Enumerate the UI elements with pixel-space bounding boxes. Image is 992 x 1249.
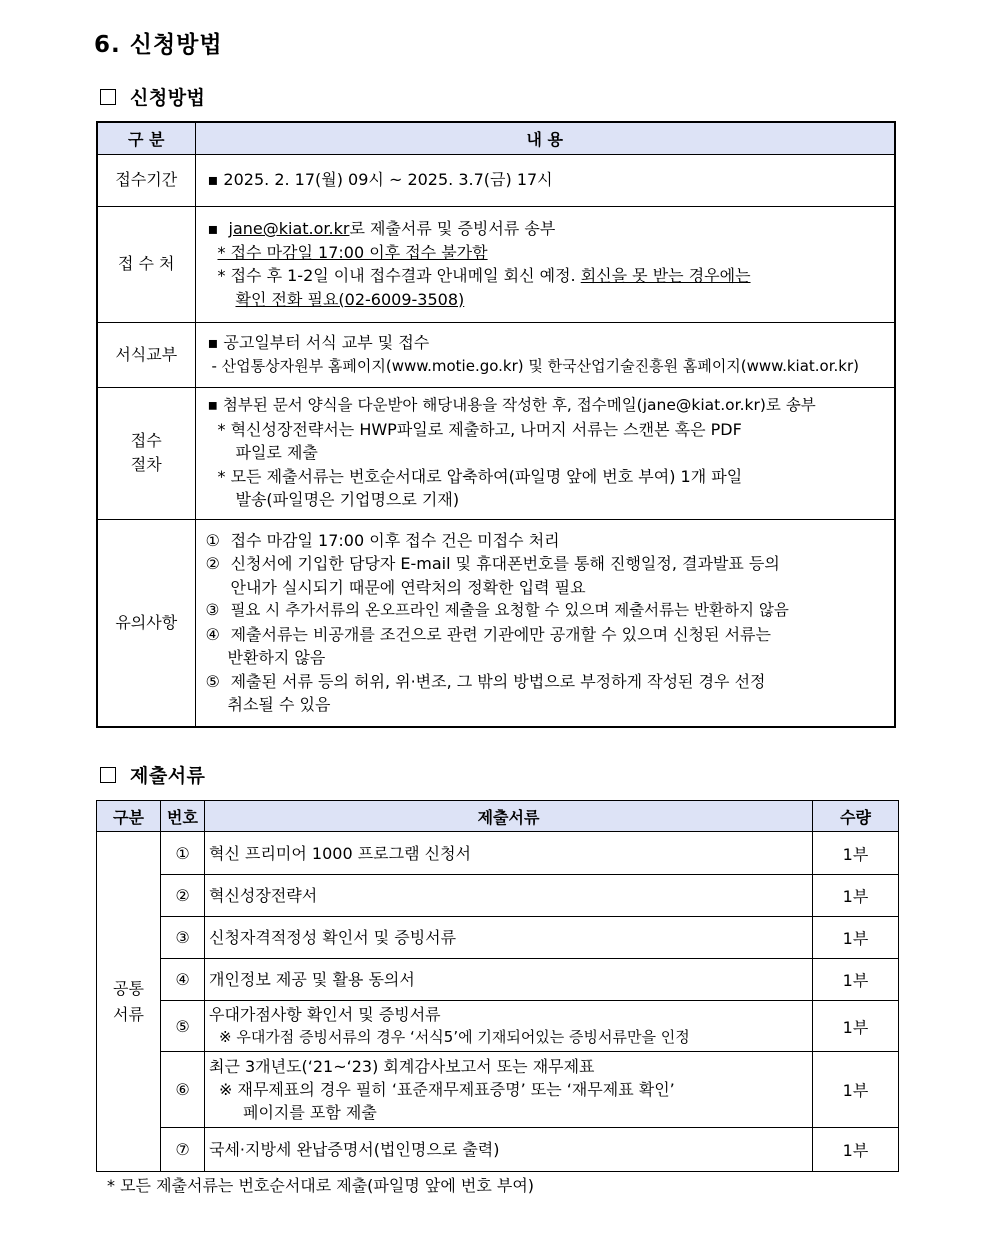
document-note: ※ 우대가점 증빙서류의 경우 ‘서식5’에 기재되어있는 증빙서류만을 인정 xyxy=(219,1028,690,1046)
table-row: ② 혁신성장전략서 1부 xyxy=(97,875,899,917)
email-link[interactable]: jane@kiat.or.kr xyxy=(228,219,350,238)
document-note: ※ 재무제표의 경우 필히 ‘표준재무제표증명’ 또는 ‘재무제표 확인’ xyxy=(219,1080,675,1099)
note-item: ③ 필요 시 추가서류의 온오프라인 제출을 요청할 수 있으며 제출서류는 반환하지 않음 xyxy=(205,601,789,620)
note-item: ① 접수 마감일 17:00 이후 접수 건은 미접수 처리 xyxy=(205,530,560,550)
document-name: 우대가점사항 확인서 및 증빙서류 ※ 우대가점 증빙서류의 경우 ‘서식5’에 기재되어있는 증빙서류만을 인정 xyxy=(205,1001,813,1052)
checkbox-square-icon xyxy=(100,767,116,783)
note-item-cont: 취소될 수 있음 xyxy=(227,695,331,715)
document-name: 개인정보 제공 및 활용 동의서 xyxy=(205,959,813,1001)
row-label: 유의사항 xyxy=(97,519,195,727)
document-name: 국세·지방세 완납증명서(법인명으로 출력) xyxy=(205,1128,813,1172)
document-note: 페이지를 포함 제출 xyxy=(243,1103,377,1122)
page-title: 6. 신청방법 xyxy=(94,32,223,58)
note-item: ② 신청서에 기입한 담당자 E-mail 및 휴대폰번호를 통해 진행일정, 결과발표 등의 xyxy=(205,554,780,574)
document-qty: 1부 xyxy=(813,1052,899,1128)
document-name: 혁신 프리미어 1000 프로그램 신청서 xyxy=(205,832,813,875)
checkbox-square-icon xyxy=(100,89,116,105)
note-item: ④ 제출서류는 비공개를 조건으로 관련 기관에만 공개할 수 있으며 신청된 서류는 xyxy=(205,624,771,644)
destination-note: 확인 전화 필요(02-6009-3508) xyxy=(235,289,465,309)
document-name: 혁신성장전략서 xyxy=(205,875,813,917)
column-header-quantity: 수량 xyxy=(813,801,899,832)
table-row: ⑤ 우대가점사항 확인서 및 증빙서류 ※ 우대가점 증빙서류의 경우 ‘서식5’에 기재되어있는 증빙서류만을 인정 1부 xyxy=(97,1001,899,1052)
row-notes xyxy=(97,519,895,727)
table-row: ⑦ 국세·지방세 완납증명서(법인명으로 출력) 1부 xyxy=(97,1128,899,1172)
column-header-category: 구 분 xyxy=(97,122,195,154)
row-label: 서식교부 xyxy=(97,322,195,387)
row-forms xyxy=(97,322,895,387)
row-procedure xyxy=(97,387,895,519)
document-qty: 1부 xyxy=(813,832,899,875)
table-row: ③ 신청자격적정성 확인서 및 증빙서류 1부 xyxy=(97,917,899,959)
destination-line: ▪ jane@kiat.or.kr로 제출서류 및 증빙서류 송부 xyxy=(207,219,556,238)
table-row: ④ 개인정보 제공 및 활용 동의서 1부 xyxy=(97,959,899,1001)
forms-sites: - 산업통상자원부 홈페이지(www.motie.go.kr) 및 한국산업기술진흥원 홈페이지(www.kiat.or.kr) xyxy=(211,356,859,375)
document-qty: 1부 xyxy=(813,959,899,1001)
row-destination xyxy=(97,206,895,322)
procedure-note: 파일로 제출 xyxy=(235,443,318,463)
column-header-content: 내 용 xyxy=(195,122,895,154)
document-qty: 1부 xyxy=(813,1001,899,1052)
destination-note: * 접수 마감일 17:00 이후 접수 불가함 xyxy=(217,242,488,262)
group-label: 공통 서류 xyxy=(97,832,161,1172)
section-heading-documents: 제출서류 xyxy=(100,761,205,788)
row-period xyxy=(97,154,895,206)
row-label: 접 수 처 xyxy=(97,206,195,322)
period-text: ▪ 2025. 2. 17(월) 09시 ~ 2025. 3.7(금) 17시 xyxy=(207,170,553,190)
note-item-cont: 반환하지 않음 xyxy=(227,648,326,668)
document-name: 신청자격적정성 확인서 및 증빙서류 xyxy=(205,917,813,959)
document-qty: 1부 xyxy=(813,917,899,959)
table-row: ⑥ 최근 3개년도(‘21~‘23) 회계감사보고서 또는 재무제표 ※ 재무제표의 경우 필히 ‘표준재무제표증명’ 또는 ‘재무제표 확인’ 페이지를 포함 제출 1부 xyxy=(97,1052,899,1128)
document-qty: 1부 xyxy=(813,875,899,917)
destination-note: * 접수 후 1-2일 이내 접수결과 안내메일 회신 예정. 회신을 못 받는 경우에는 xyxy=(217,266,751,285)
column-header-document: 제출서류 xyxy=(205,801,813,832)
procedure-line: ▪ 첨부된 문서 양식을 다운받아 해당내용을 작성한 후, 접수메일(jane@kiat.or.kr)로 송부 xyxy=(207,396,816,415)
row-label: 접수기간 xyxy=(97,154,195,206)
column-header-category: 구분 xyxy=(97,801,161,832)
row-label: 접수 절차 xyxy=(97,387,195,519)
forms-line: ▪ 공고일부터 서식 교부 및 접수 xyxy=(207,333,430,352)
documents-table xyxy=(96,800,899,1172)
column-header-number: 번호 xyxy=(161,801,205,832)
section-heading-method: 신청방법 xyxy=(100,83,205,110)
procedure-note: * 모든 제출서류는 번호순서대로 압축하여(파일명 앞에 번호 부여) 1개 파일 xyxy=(217,466,743,486)
footnote: * 모든 제출서류는 번호순서대로 제출(파일명 앞에 번호 부여) xyxy=(107,1176,535,1195)
procedure-note: * 혁신성장전략서는 HWP파일로 제출하고, 나머지 서류는 스캔본 혹은 PDF xyxy=(217,419,742,439)
note-item-cont: 안내가 실시되기 때문에 연락처의 정확한 입력 필요 xyxy=(230,577,586,597)
document-qty: 1부 xyxy=(813,1128,899,1172)
table-header-row xyxy=(97,122,895,154)
application-method-table xyxy=(96,121,896,728)
procedure-note: 발송(파일명은 기업명으로 기재) xyxy=(235,490,460,510)
table-header-row xyxy=(97,801,899,832)
document-name: 최근 3개년도(‘21~‘23) 회계감사보고서 또는 재무제표 ※ 재무제표의 경우 필히 ‘표준재무제표증명’ 또는 ‘재무제표 확인’ 페이지를 포함 제출 xyxy=(205,1052,813,1128)
table-row: 공통 서류 ① 혁신 프리미어 1000 프로그램 신청서 1부 xyxy=(97,832,899,875)
note-item: ⑤ 제출된 서류 등의 허위, 위·변조, 그 밖의 방법으로 부정하게 작성된 경우 선정 xyxy=(205,671,766,691)
